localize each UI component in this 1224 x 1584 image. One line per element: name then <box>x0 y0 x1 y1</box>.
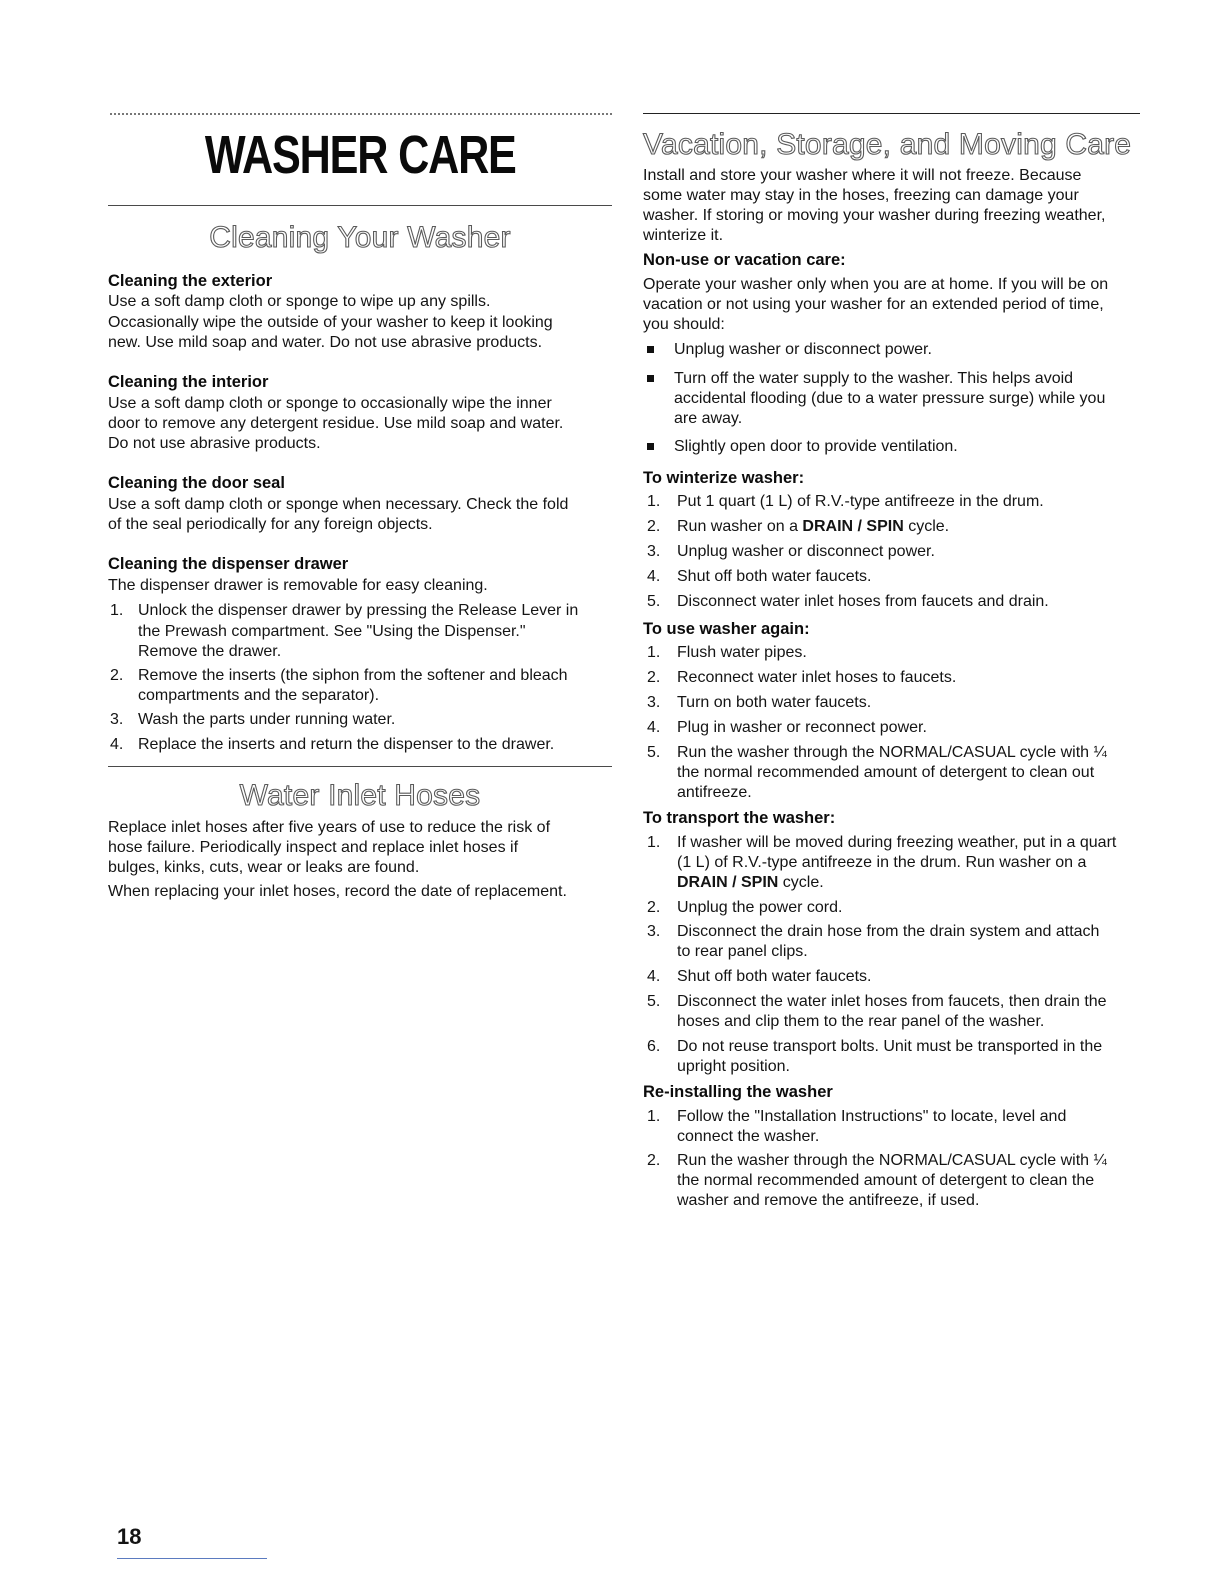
cycle-name: DRAIN / SPIN <box>802 518 904 535</box>
step-number: 3. <box>647 923 661 940</box>
bullet-icon <box>647 443 654 450</box>
step-line: Shut off both water faucets. <box>677 968 872 985</box>
body-line: vacation or not using your washer for an extended period of time, <box>643 296 1104 313</box>
step-line: upright position. <box>677 1058 790 1075</box>
step-line: washer and remove the antifreeze, if used. <box>677 1192 980 1209</box>
subheading-reinstall: Re-installing the washer <box>643 1083 833 1101</box>
subheading-use-again: To use washer again: <box>643 620 810 638</box>
subheading-transport: To transport the washer: <box>643 809 836 827</box>
step-number: 5. <box>647 993 661 1010</box>
step-number: 3. <box>647 543 661 560</box>
body-line: winterize it. <box>643 227 724 244</box>
step-number: 2. <box>647 518 661 535</box>
step-line: Unplug the power cord. <box>677 899 843 916</box>
step-line: Remove the drawer. <box>138 643 282 660</box>
body-line: Use a soft damp cloth or sponge to wipe up any spills. <box>108 293 491 310</box>
vacation-section-title: Vacation, Storage, and Moving Care <box>643 128 1132 161</box>
body-line: some water may stay in the hoses, freezing can damage your <box>643 187 1079 204</box>
body-line: new. Use mild soap and water. Do not use abrasive products. <box>108 334 543 351</box>
step-number: 4. <box>647 968 661 985</box>
step-line: the normal recommended amount of detergent to clean the <box>677 1172 1095 1189</box>
step-line: Do not reuse transport bolts. Unit must be transported in the <box>677 1038 1103 1055</box>
step-text: Run washer on a <box>677 518 803 535</box>
step-number: 2. <box>647 1152 661 1169</box>
subheading-door-seal: Cleaning the door seal <box>108 474 285 492</box>
section-rule <box>108 205 612 206</box>
subheading-exterior: Cleaning the exterior <box>108 272 273 290</box>
step-number: 1. <box>647 493 661 510</box>
step-line: hoses and clip them to the rear panel of the washer. <box>677 1013 1045 1030</box>
step-line <box>677 873 824 893</box>
body-line: you should: <box>643 316 725 333</box>
body-line: Replace inlet hoses after five years of use to reduce the risk of <box>108 819 551 836</box>
subheading-dispenser: Cleaning the dispenser drawer <box>108 555 349 573</box>
bullet-icon <box>647 346 654 353</box>
step-line: Turn on both water faucets. <box>677 694 872 711</box>
subheading-interior: Cleaning the interior <box>108 373 269 391</box>
step-line: Disconnect the water inlet hoses from faucets, then drain the <box>677 993 1107 1010</box>
subheading-nonuse: Non-use or vacation care: <box>643 251 846 269</box>
step-line: Follow the "Installation Instructions" to locate, level and <box>677 1108 1067 1125</box>
step-line: Unplug washer or disconnect power. <box>677 543 935 560</box>
body-line: Operate your washer only when you are at home. If you will be on <box>643 276 1109 293</box>
body-line: of the seal periodically for any foreign objects. <box>108 516 433 533</box>
step-number: 4. <box>647 568 661 585</box>
step-line: compartments and the separator). <box>138 687 380 704</box>
step-text: cycle. <box>903 518 950 535</box>
step-number: 4. <box>647 719 661 736</box>
step-line: Put 1 quart (1 L) of R.V.-type antifreeze in the drum. <box>677 493 1044 510</box>
step-line: Flush water pipes. <box>677 644 807 661</box>
step-line: Shut off both water faucets. <box>677 568 872 585</box>
bullet-line: Unplug washer or disconnect power. <box>674 341 932 358</box>
step-line <box>677 517 949 537</box>
step-line: If washer will be moved during freezing weather, put in a quart <box>677 834 1117 851</box>
body-line: bulges, kinks, cuts, wear or leaks are found. <box>108 859 420 876</box>
step-line: the normal recommended amount of detergent to clean out <box>677 764 1095 781</box>
step-line: Unlock the dispenser drawer by pressing the Release Lever in <box>138 602 579 619</box>
cycle-name: DRAIN / SPIN <box>677 874 779 891</box>
step-line: Reconnect water inlet hoses to faucets. <box>677 669 957 686</box>
step-number: 2. <box>647 669 661 686</box>
step-number: 2. <box>110 667 124 684</box>
step-line: to rear panel clips. <box>677 943 808 960</box>
bullet-line: accidental flooding (due to a water pressure surge) while you <box>674 390 1106 407</box>
step-number: 4. <box>110 736 124 753</box>
body-line: door to remove any detergent residue. Use mild soap and water. <box>108 415 564 432</box>
top-rule-left <box>110 113 612 115</box>
body-line: Occasionally wipe the outside of your washer to keep it looking <box>108 314 553 331</box>
step-number: 1. <box>647 834 661 851</box>
step-line: antifreeze. <box>677 784 752 801</box>
page-number: 18 <box>117 1524 142 1549</box>
bullet-line: Slightly open door to provide ventilation. <box>674 438 958 455</box>
step-number: 5. <box>647 593 661 610</box>
step-number: 1. <box>647 644 661 661</box>
body-line: Use a soft damp cloth or sponge to occasionally wipe the inner <box>108 395 552 412</box>
step-text: cycle. <box>778 874 824 891</box>
step-line: (1 L) of R.V.-type antifreeze in the drum. Run washer on a <box>677 854 1087 871</box>
step-line: Run the washer through the NORMAL/CASUAL cycle with ¼ <box>677 744 1107 761</box>
body-line: The dispenser drawer is removable for easy cleaning. <box>108 577 488 594</box>
step-line: Plug in washer or reconnect power. <box>677 719 927 736</box>
step-number: 6. <box>647 1038 661 1055</box>
step-number: 1. <box>110 602 124 619</box>
page-title: WASHER CARE <box>204 125 516 185</box>
body-line: washer. If storing or moving your washer during freezing weather, <box>643 207 1106 224</box>
step-number: 2. <box>647 899 661 916</box>
step-line: connect the washer. <box>677 1128 820 1145</box>
hoses-section-title: Water Inlet Hoses <box>239 779 481 812</box>
step-line: Disconnect the drain hose from the drain system and attach <box>677 923 1100 940</box>
bullet-line: are away. <box>674 410 743 427</box>
cleaning-section-title: Cleaning Your Washer <box>209 221 511 254</box>
step-line: Wash the parts under running water. <box>138 711 396 728</box>
footer-rule <box>117 1558 267 1559</box>
body-line: Use a soft damp cloth or sponge when necessary. Check the fold <box>108 496 569 513</box>
step-number: 5. <box>647 744 661 761</box>
body-line: When replacing your inlet hoses, record the date of replacement. <box>108 883 567 900</box>
step-line: Disconnect water inlet hoses from faucets and drain. <box>677 593 1049 610</box>
body-line: Install and store your washer where it will not freeze. Because <box>643 167 1082 184</box>
subheading-winterize: To winterize washer: <box>643 469 805 487</box>
bullet-line: Turn off the water supply to the washer. This helps avoid <box>674 370 1074 387</box>
section-rule <box>108 766 612 767</box>
step-number: 3. <box>110 711 124 728</box>
step-line: Run the washer through the NORMAL/CASUAL cycle with ¼ <box>677 1152 1107 1169</box>
step-number: 3. <box>647 694 661 711</box>
step-line: Remove the inserts (the siphon from the softener and bleach <box>138 667 568 684</box>
body-line: Do not use abrasive products. <box>108 435 321 452</box>
top-rule-right <box>643 113 1140 114</box>
body-line: hose failure. Periodically inspect and replace inlet hoses if <box>108 839 519 856</box>
bullet-icon <box>647 375 654 382</box>
step-line: Replace the inserts and return the dispenser to the drawer. <box>138 736 555 753</box>
title-block <box>108 127 612 183</box>
step-line: the Prewash compartment. See "Using the Dispenser." <box>138 623 526 640</box>
step-number: 1. <box>647 1108 661 1125</box>
